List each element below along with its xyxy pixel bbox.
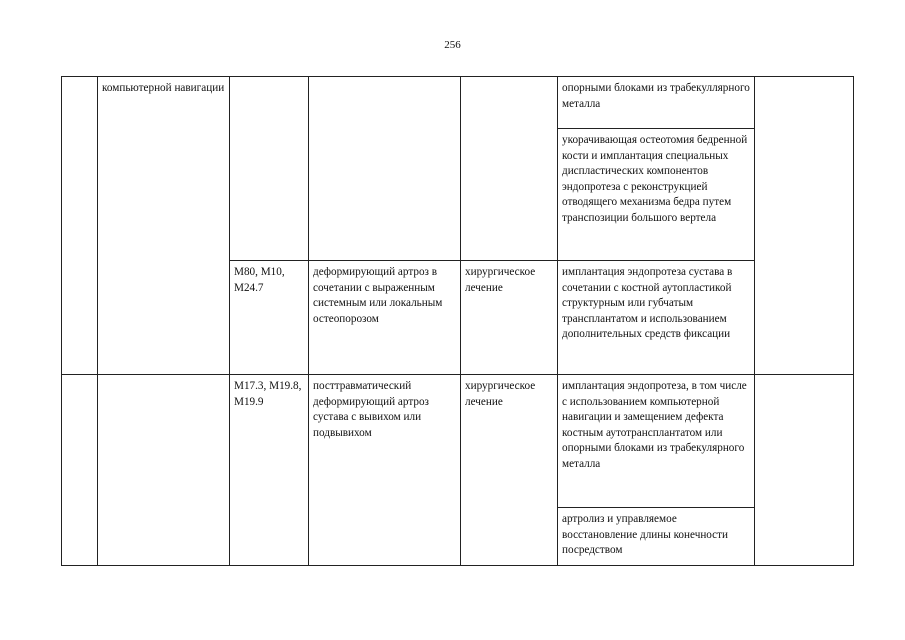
number-cell: [62, 375, 98, 566]
treatment-cell: имплантация эндопротеза сустава в сочетании с костной аутопластикой структурным или губчатым трансплантатом и использованием дополнительных средств фиксации: [558, 261, 755, 375]
codes-cell: [230, 77, 309, 261]
diagnosis-cell: [309, 77, 461, 261]
treatment-cell: укорачивающая остеотомия бедренной кости и имплантация специальных диспластических компонентов эндопротеза с реконструкцией отводящего механизма бедра путем транспозиции большого вертела: [558, 129, 755, 261]
treatment-cell: опорными блоками из трабекуллярного металла: [558, 77, 755, 129]
diagnosis-cell: деформирующий артроз в сочетании с выраженным системным или локальным остеопорозом: [309, 261, 461, 375]
diagnosis-cell: посттравматический деформирующий артроз сустава с вывихом или подвывихом: [309, 375, 461, 566]
method-name-cell: компьютерной навигации: [98, 77, 230, 375]
page-number: 256: [444, 39, 461, 51]
method-name-cell: [98, 375, 230, 566]
treatment-type-cell: хирургическое лечение: [461, 375, 558, 566]
treatment-type-cell: хирургическое лечение: [461, 261, 558, 375]
norm-cell: [755, 375, 854, 566]
codes-cell: M80, M10, M24.7: [230, 261, 309, 375]
codes-cell: M17.3, M19.8, M19.9: [230, 375, 309, 566]
treatment-cell: имплантация эндопротеза, в том числе с использованием компьютерной навигации и замещением дефекта костным аутотрансплантатом или опорными блоками из трабекулярного металла: [558, 375, 755, 508]
number-cell: [62, 77, 98, 375]
treatment-type-cell: [461, 77, 558, 261]
treatment-cell: артролиз и управляемое восстановление длины конечности посредством: [558, 508, 755, 566]
norm-cell: [755, 77, 854, 375]
table-row: [62, 77, 854, 129]
table-row: [62, 375, 854, 508]
medical-care-table: [61, 76, 854, 566]
